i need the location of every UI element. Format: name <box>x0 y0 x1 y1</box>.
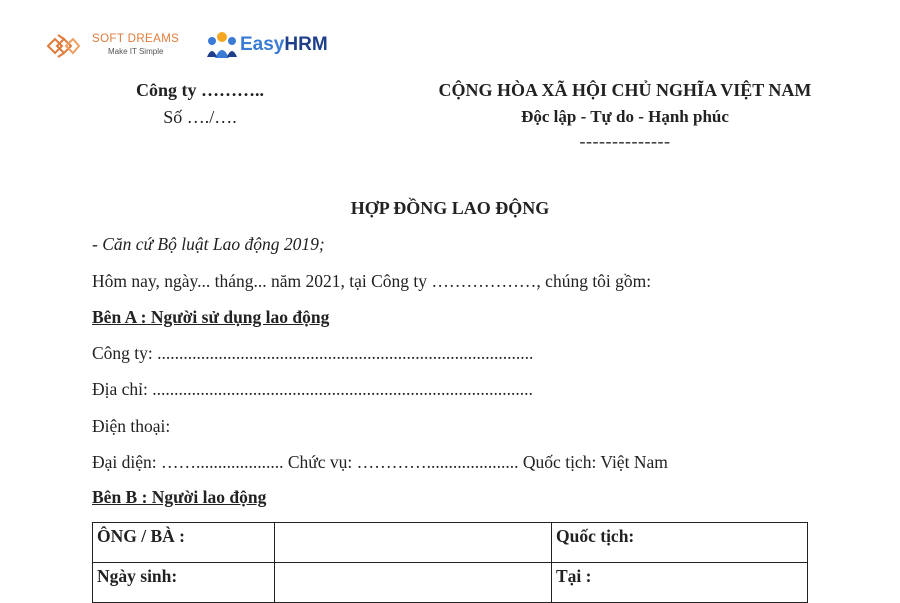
softdreams-name: SOFT DREAMS <box>92 33 180 45</box>
table-cell <box>275 563 552 603</box>
republic-title: CỘNG HÒA XÃ HỘI CHỦ NGHĨA VIỆT NAM <box>438 80 812 100</box>
table-cell: ÔNG / BÀ : <box>93 523 275 563</box>
easyhrm-easy-text: Easy <box>240 34 285 55</box>
party-b-heading: Bên B : Người lao động <box>92 487 267 507</box>
header-divider: -------------- <box>579 131 671 151</box>
softdreams-tagline: Make IT Simple <box>108 47 164 56</box>
header-left <box>100 80 300 128</box>
table-cell <box>275 523 552 563</box>
easyhrm-hrm-text: HRM <box>284 34 328 55</box>
header-number: Số …./…. <box>163 107 237 127</box>
logo-bar <box>46 28 366 64</box>
party-b-table <box>92 522 808 603</box>
softdreams-mark-icon <box>46 31 80 61</box>
softdreams-logo <box>46 28 196 64</box>
today-statement: Hôm nay, ngày... tháng... năm 2021, tại Công ty ………………, chúng tôi gồm: <box>92 271 652 291</box>
party-a-representative: Đại diện: …….................... Chức vụ: …………..................... Quốc tịch: Việt Nam <box>92 452 668 472</box>
table-cell: Tại : <box>552 563 808 603</box>
header-right <box>400 80 850 152</box>
easyhrm-logo <box>206 30 346 62</box>
table-cell: Quốc tịch: <box>552 523 808 563</box>
easyhrm-people-icon <box>206 30 238 60</box>
party-a-company: Công ty: ...................................................................................... <box>92 343 534 363</box>
table-row <box>93 563 808 603</box>
legal-basis: - Căn cứ Bộ luật Lao động 2019; <box>92 234 325 254</box>
party-a-address: Địa chỉ: ....................................................................................... <box>92 379 533 399</box>
easyhrm-name <box>240 34 328 56</box>
table-cell: Ngày sinh: <box>93 563 275 603</box>
document-title: HỢP ĐỒNG LAO ĐỘNG <box>350 198 550 218</box>
national-motto: Độc lập - Tự do - Hạnh phúc <box>521 107 729 126</box>
party-a-phone: Điện thoại: <box>92 416 171 436</box>
header-company: Công ty ……….. <box>135 80 264 100</box>
table-row <box>93 523 808 563</box>
party-a-heading: Bên A : Người sử dụng lao động <box>92 307 330 327</box>
